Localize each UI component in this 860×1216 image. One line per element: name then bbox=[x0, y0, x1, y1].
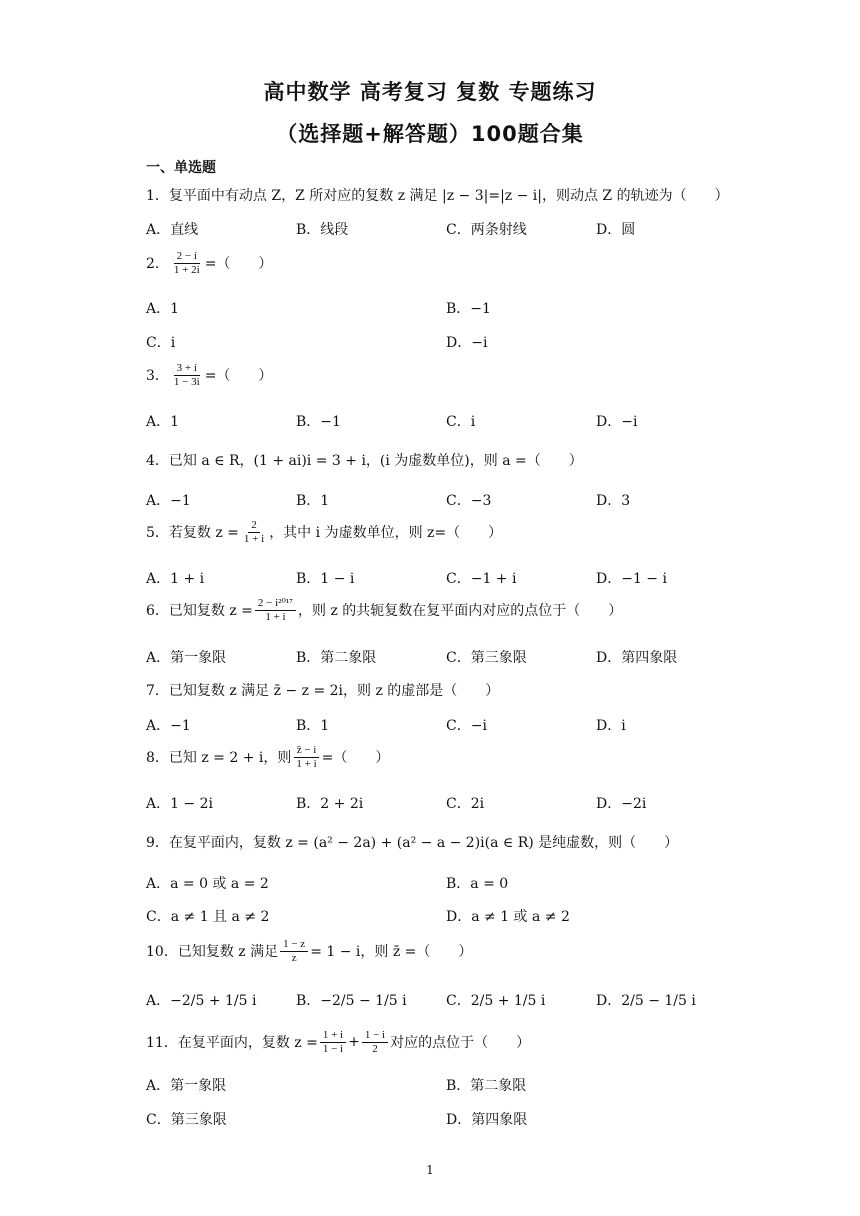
question-11-option-a: A．第一象限 bbox=[146, 1078, 227, 1094]
question-4-option-b: B．1 bbox=[296, 493, 330, 509]
question-7-stem: 7．已知复数 z 满足 z̄ − z = 2i，则 z 的虚部是（ ） bbox=[146, 683, 500, 699]
fraction bbox=[320, 1029, 346, 1055]
question-8-option-d: D．−2i bbox=[596, 796, 647, 812]
question-8-stem bbox=[146, 744, 389, 770]
question-6-option-d: D．第四象限 bbox=[596, 650, 678, 666]
section-heading: 一、单选题 bbox=[146, 160, 216, 176]
question-9-option-b: B．a = 0 bbox=[446, 876, 509, 892]
question-7-option-a: A．−1 bbox=[146, 718, 191, 734]
question-4-option-c: C．−3 bbox=[446, 493, 492, 509]
question-9-option-a: A．a = 0 或 a = 2 bbox=[146, 876, 269, 892]
fraction-denominator: 2 bbox=[372, 1042, 378, 1055]
fraction bbox=[241, 519, 267, 545]
question-4-option-a: A．−1 bbox=[146, 493, 191, 509]
question-5-option-b: B．1 − i bbox=[296, 571, 355, 587]
fraction bbox=[293, 744, 319, 770]
question-6-option-a: A．第一象限 bbox=[146, 650, 227, 666]
question-8-option-a: A．1 − 2i bbox=[146, 796, 214, 812]
question-text: ，其中 i 为虚数单位，则 z=（ ） bbox=[269, 525, 503, 542]
question-11-option-b: B．第二象限 bbox=[446, 1078, 527, 1094]
fraction-denominator: 1 + i bbox=[243, 532, 265, 545]
fraction bbox=[171, 250, 203, 276]
fraction-denominator: 1 + i bbox=[296, 757, 317, 770]
question-5-stem bbox=[146, 519, 502, 545]
question-3-option-d: D．−i bbox=[596, 414, 638, 430]
question-1-option-a: A．直线 bbox=[146, 222, 199, 238]
fraction-denominator: 1 + 2i bbox=[173, 263, 200, 276]
fraction-numerator: 3 + i bbox=[174, 362, 200, 376]
question-6-option-b: B．第二象限 bbox=[296, 650, 377, 666]
question-text: 11．在复平面内，复数 z = bbox=[146, 1035, 318, 1052]
question-7-option-c: C．−i bbox=[446, 718, 487, 734]
document-title: 高中数学 高考复习 复数 专题练习 bbox=[263, 80, 597, 104]
question-2-option-a: A．1 bbox=[146, 301, 180, 317]
question-number: 2． bbox=[146, 256, 169, 273]
question-text: =（ ） bbox=[204, 256, 273, 273]
question-text: 10．已知复数 z 满足 bbox=[146, 944, 279, 961]
question-1-option-b: B．线段 bbox=[296, 222, 349, 238]
question-text: 5．若复数 z = bbox=[146, 525, 239, 542]
question-7-option-b: B．1 bbox=[296, 718, 330, 734]
question-number: 3． bbox=[146, 368, 169, 385]
fraction-numerator: 2 bbox=[248, 519, 260, 533]
question-text: =（ ） bbox=[321, 750, 390, 767]
question-11-option-d: D．第四象限 bbox=[446, 1112, 528, 1128]
fraction-numerator: 2 − i bbox=[174, 250, 200, 264]
fraction-numerator: 1 − i bbox=[362, 1029, 388, 1043]
fraction-denominator: z bbox=[291, 951, 297, 964]
question-8-option-b: B．2 + 2i bbox=[296, 796, 364, 812]
question-10-option-b: B．−2/5 − 1/5 i bbox=[296, 993, 407, 1009]
question-text: 1．复平面中有动点 Z，Z 所对应的复数 z 满足 |z − 3|=|z − i|，则动点 Z 的轨迹为（ ） bbox=[146, 188, 729, 204]
question-text: 8．已知 z = 2 + i，则 bbox=[146, 750, 292, 767]
question-text: 对应的点位于（ ） bbox=[390, 1035, 531, 1052]
question-text: = 1 − i，则 z̄ =（ ） bbox=[310, 944, 473, 961]
question-11-option-c: C．第三象限 bbox=[146, 1112, 227, 1128]
question-text: 6．已知复数 z = bbox=[146, 603, 253, 620]
question-4-stem: 4．已知 a ∈ R，(1 + ai)i = 3 + i，(i 为虚数单位)，则 a =（ ） bbox=[146, 453, 583, 469]
page-number: 1 bbox=[426, 1163, 434, 1177]
question-10-option-d: D．2/5 − 1/5 i bbox=[596, 993, 696, 1009]
question-1-stem bbox=[146, 185, 729, 205]
fraction-numerator: z̄ − i bbox=[294, 744, 320, 758]
document-subtitle: （选择题+解答题）100题合集 bbox=[276, 122, 584, 146]
question-5-option-a: A．1 + i bbox=[146, 571, 205, 587]
question-10-stem bbox=[146, 938, 472, 964]
question-3-stem bbox=[146, 362, 272, 388]
question-1-option-d: D．圆 bbox=[596, 222, 636, 238]
fraction-denominator: 1 − 3i bbox=[173, 375, 200, 388]
question-10-option-a: A．−2/5 + 1/5 i bbox=[146, 993, 257, 1009]
question-1-option-c: C．两条射线 bbox=[446, 222, 527, 238]
fraction bbox=[280, 938, 308, 964]
question-text: =（ ） bbox=[204, 368, 273, 385]
question-4-option-d: D．3 bbox=[596, 493, 631, 509]
question-7-option-d: D．i bbox=[596, 718, 626, 734]
fraction bbox=[255, 597, 296, 623]
question-9-option-c: C．a ≠ 1 且 a ≠ 2 bbox=[146, 909, 270, 925]
question-2-option-b: B．−1 bbox=[446, 301, 491, 317]
question-6-option-c: C．第三象限 bbox=[446, 650, 527, 666]
fraction-numerator: 1 + i bbox=[320, 1029, 346, 1043]
fraction-numerator: 1 − z bbox=[280, 938, 308, 952]
question-10-option-c: C．2/5 + 1/5 i bbox=[446, 993, 546, 1009]
fraction bbox=[171, 362, 203, 388]
question-2-stem bbox=[146, 250, 272, 276]
plus-sign: + bbox=[348, 1034, 360, 1051]
question-2-option-d: D．−i bbox=[446, 335, 488, 351]
question-8-option-c: C．2i bbox=[446, 796, 485, 812]
question-5-option-d: D．−1 − i bbox=[596, 571, 667, 587]
question-6-stem bbox=[146, 597, 622, 623]
question-9-option-d: D．a ≠ 1 或 a ≠ 2 bbox=[446, 909, 570, 925]
fraction-numerator: 2 − i²⁰¹⁷ bbox=[255, 597, 296, 611]
fraction-denominator: 1 − i bbox=[322, 1042, 344, 1055]
question-2-option-c: C．i bbox=[146, 335, 176, 351]
fraction-denominator: 1 + i bbox=[265, 610, 286, 623]
question-3-option-a: A．1 bbox=[146, 414, 180, 430]
question-3-option-b: B．−1 bbox=[296, 414, 341, 430]
fraction bbox=[362, 1029, 388, 1055]
question-3-option-c: C．i bbox=[446, 414, 476, 430]
question-11-stem bbox=[146, 1029, 530, 1055]
question-text: ，则 z 的共轭复数在复平面内对应的点位于（ ） bbox=[298, 603, 623, 620]
question-9-stem: 9．在复平面内，复数 z = (a² − 2a) + (a² − a − 2)i(a ∈ R) 是纯虚数，则（ ） bbox=[146, 835, 679, 851]
question-5-option-c: C．−1 + i bbox=[446, 571, 517, 587]
